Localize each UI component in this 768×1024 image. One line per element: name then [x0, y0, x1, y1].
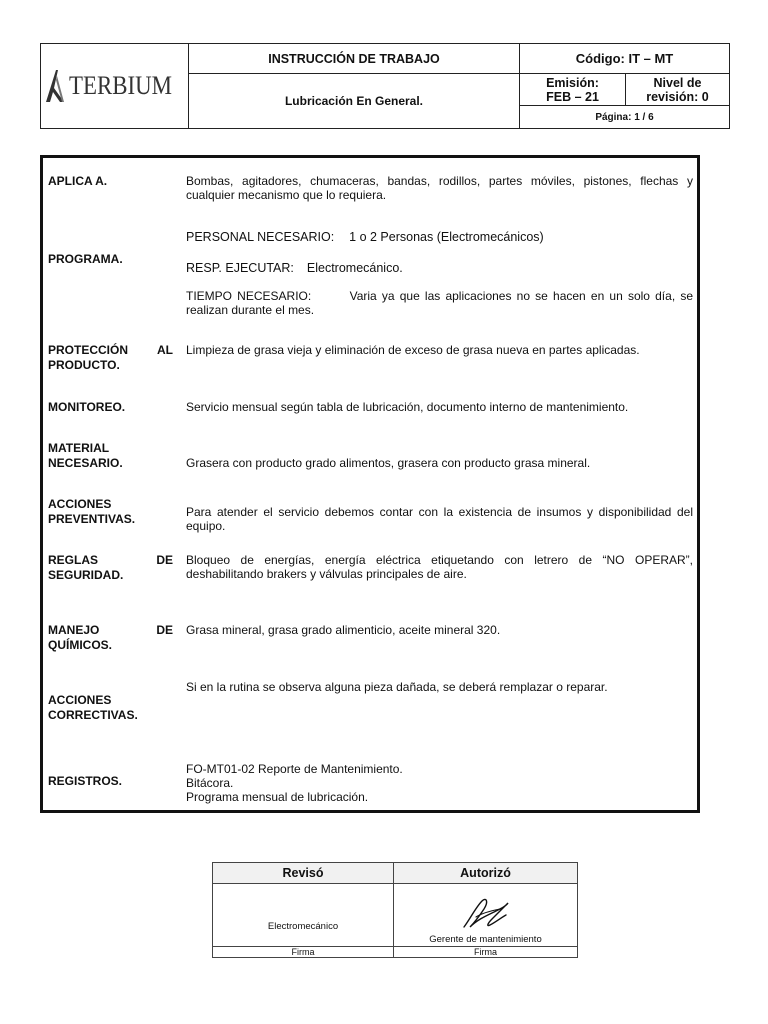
personal-label: PERSONAL NECESARIO:	[186, 230, 335, 244]
company-logo	[44, 68, 186, 104]
pagina-label: Página:	[595, 111, 632, 123]
section-label: APLICA A.	[48, 174, 108, 188]
section-text: Para atender el servicio debemos contar con la existencia de insumos y disponibilidad del equipo.	[186, 505, 693, 533]
firma-left: Firma	[213, 946, 394, 957]
label-line: PREVENTIVAS.	[48, 512, 136, 526]
nivel-revision-cell	[626, 74, 729, 106]
logo-text: TERBIUM	[68, 71, 172, 100]
autorizo-header: Autorizó	[394, 863, 577, 884]
document-header	[40, 43, 730, 129]
document-subtitle: Lubricación En General.	[189, 74, 520, 128]
personal-value: 1 o 2 Personas (Electromecánicos)	[349, 230, 544, 244]
section-label	[48, 553, 173, 583]
logo-cell	[41, 44, 189, 128]
label-line: REGLAS DE	[48, 553, 173, 567]
label-line: QUÍMICOS.	[48, 638, 113, 652]
label-line: MANEJO DE	[48, 623, 173, 637]
personal-line	[186, 230, 693, 244]
emision-cell	[520, 74, 626, 106]
section-label	[48, 497, 173, 527]
pagina-cell	[520, 106, 729, 128]
section-text: Si en la rutina se observa alguna pieza dañada, se deberá remplazar o reparar.	[186, 680, 608, 694]
reviso-cell	[213, 884, 394, 946]
instruction-body	[40, 155, 700, 813]
emision-value: FEB – 21	[546, 89, 599, 104]
section-text: Bloqueo de energías, energía eléctrica etiquetando con letrero de “NO OPERAR”, deshabilitando brakers y válvulas principales de aire.	[186, 553, 693, 581]
label-line: PRODUCTO.	[48, 358, 120, 372]
reviso-name: Electromecánico	[267, 920, 339, 932]
registro-item: Bitácora.	[186, 776, 234, 790]
firma-right: Firma	[394, 946, 577, 957]
section-label	[48, 441, 173, 471]
document-code: Código: IT – MT	[520, 44, 729, 74]
autorizo-name: Gerente de mantenimiento	[429, 934, 542, 945]
signature-table	[212, 862, 578, 958]
terbium-mark-icon	[44, 68, 66, 104]
label-line: PROTECCIÓN AL	[48, 343, 173, 357]
section-label: MONITOREO.	[48, 400, 126, 414]
section-text	[186, 762, 693, 804]
section-text: Grasera con producto grado alimentos, grasera con producto grasa mineral.	[186, 456, 591, 470]
resp-line	[186, 261, 693, 275]
section-text: Grasa mineral, grasa grado alimenticio, aceite mineral 320.	[186, 623, 501, 637]
reviso-header: Revisó	[213, 863, 394, 884]
registro-item: FO-MT01-02 Reporte de Mantenimiento.	[186, 762, 403, 776]
document-title: INSTRUCCIÓN DE TRABAJO	[189, 44, 520, 74]
section-label	[48, 343, 173, 373]
tiempo-line	[186, 289, 693, 317]
section-text: Limpieza de grasa vieja y eliminación de exceso de grasa nueva en partes aplicadas.	[186, 343, 640, 357]
section-text: Bombas, agitadores, chumaceras, bandas, rodillos, partes móviles, pistones, flechas y cualquier mecanismo que lo requiera.	[186, 174, 693, 202]
handwritten-signature	[456, 897, 516, 933]
label-line: CORRECTIVAS.	[48, 708, 138, 722]
autorizo-cell	[394, 884, 577, 946]
registro-item: Programa mensual de lubricación.	[186, 790, 369, 804]
tiempo-value: Varia ya que las aplicaciones no se hacen en un solo día, se realizan durante el mes.	[186, 289, 694, 317]
section-text: Servicio mensual según tabla de lubricación, documento interno de mantenimiento.	[186, 400, 629, 414]
section-label: PROGRAMA.	[48, 252, 123, 266]
resp-value: Electromecánico.	[306, 261, 403, 275]
tiempo-label: TIEMPO NECESARIO:	[186, 289, 312, 303]
section-label: REGISTROS.	[48, 774, 123, 788]
nivel-value: revisión: 0	[646, 89, 709, 104]
resp-label: RESP. EJECUTAR:	[186, 261, 294, 275]
pagina-value: 1 / 6	[634, 111, 654, 123]
label-line: SEGURIDAD.	[48, 568, 124, 582]
emision-label: Emisión:	[546, 75, 599, 90]
label-line: ACCIONES	[48, 693, 112, 707]
label-line: ACCIONES	[48, 497, 112, 511]
nivel-label: Nivel de	[653, 75, 702, 90]
label-line: MATERIAL	[48, 441, 110, 455]
section-label	[48, 623, 173, 653]
label-line: NECESARIO.	[48, 456, 123, 470]
section-label	[48, 693, 173, 723]
